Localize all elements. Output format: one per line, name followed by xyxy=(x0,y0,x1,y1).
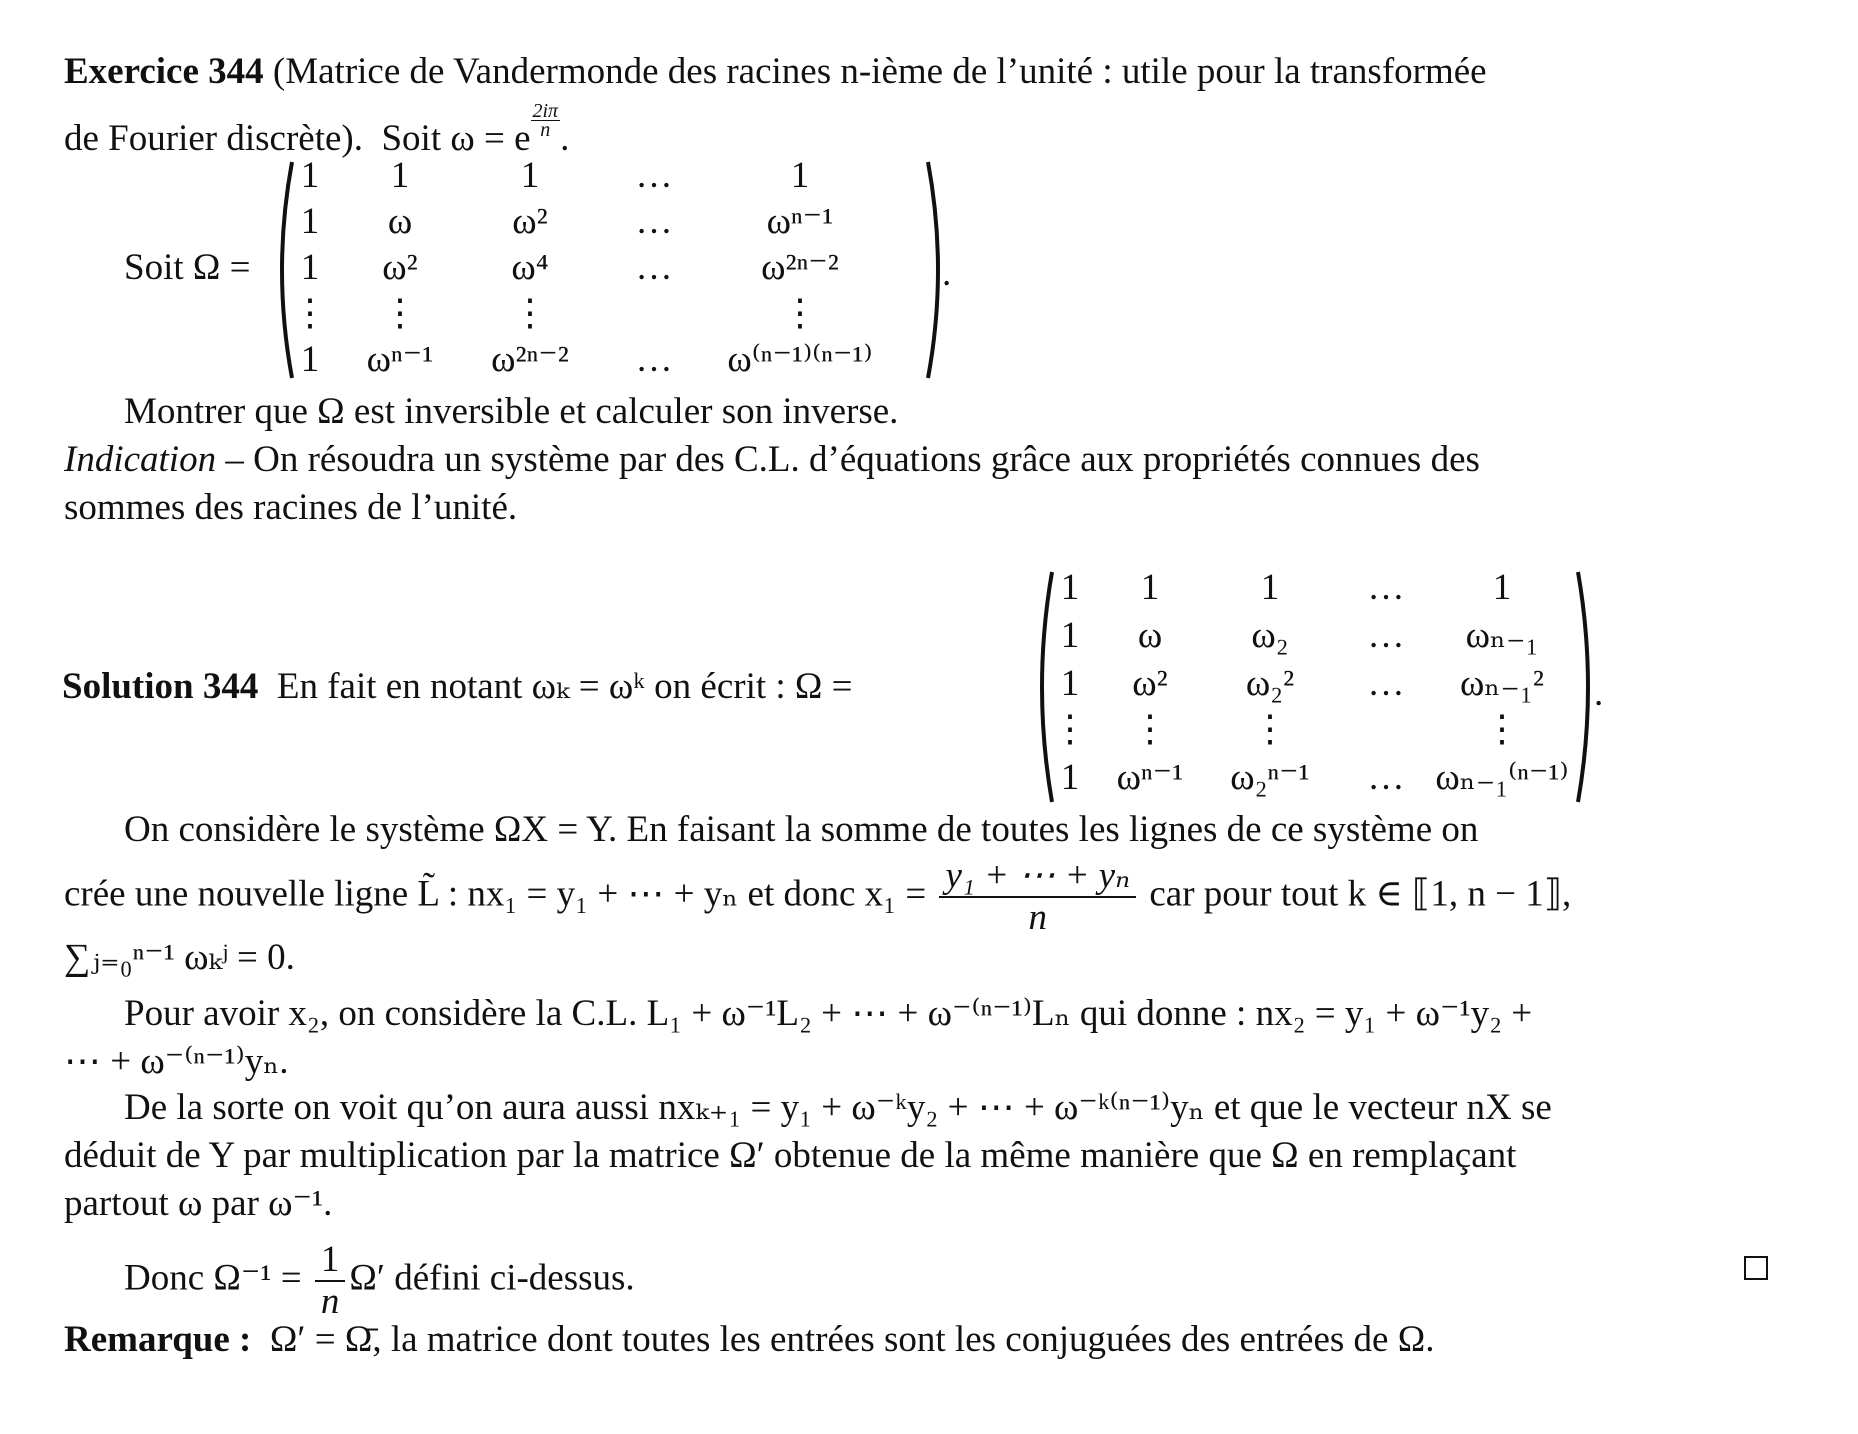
solution-matrix-cell-r5-c2: ωⁿ⁻¹ xyxy=(1116,757,1184,798)
matrix-cell-r4-c3: ⋮ xyxy=(511,293,549,334)
hint-text: – On résoudra un système par des C.L. d’équations grâce aux propriétés connues des xyxy=(225,439,1480,480)
matrix-cell-r5-c3: ω²ⁿ⁻² xyxy=(491,339,569,380)
solution-matrix-cell-r3-c3: ω₂² xyxy=(1245,663,1295,704)
matrix-cell-r3-c5: ω²ⁿ⁻² xyxy=(761,247,839,288)
matrix-cell-r1-c2: 1 xyxy=(390,155,410,196)
solution-matrix-period: . xyxy=(1594,673,1604,714)
hint-line2: sommes des racines de l’unité. xyxy=(64,487,518,528)
matrix-cell-r1-c3: 1 xyxy=(520,155,540,196)
fraction-numerator: 1 xyxy=(315,1240,346,1282)
p3-line3: partout ω par ω⁻¹. xyxy=(64,1183,333,1224)
omega-definition: Soit ω = e xyxy=(381,118,531,159)
solution-matrix-cell-r3-c4: … xyxy=(1367,663,1405,704)
x1-fraction-numerator: y₁ + ⋯ + yₙ xyxy=(939,856,1136,898)
matrix-cell-r3-c3: ω⁴ xyxy=(511,247,549,288)
qed-square-icon xyxy=(1744,1256,1768,1280)
vandermonde-matrix xyxy=(270,150,950,390)
solution-matrix-cell-r1-c5: 1 xyxy=(1492,567,1512,608)
matrix-label: Soit Ω = xyxy=(124,247,251,288)
matrix-cell-r2-c4: … xyxy=(635,201,673,242)
x1-fraction-denominator: n xyxy=(1028,897,1048,938)
p1-text1: On considère le système ΩX = Y. En faisant la somme de toutes les lignes de ce système on xyxy=(124,809,1479,850)
matrix-cell-r2-c3: ω² xyxy=(512,201,548,242)
matrix-cell-r1-c5: 1 xyxy=(790,155,810,196)
solution-matrix-cell-r1-c1: 1 xyxy=(1060,567,1080,608)
exercise-label: Exercice 344 xyxy=(64,51,264,92)
exercise-title-line2: de Fourier discrète). Soit ω = e $\frac{2i\pi}{n}$ . xyxy=(64,100,570,159)
hint-line1 xyxy=(64,438,1776,482)
matrix-cell-r2-c2: ω xyxy=(387,201,413,242)
remark-text: Ω′ = Ω̄, la matrice dont toutes les entrées sont les conjuguées des entrées de Ω. xyxy=(269,1319,1435,1360)
matrix-cell-r5-c4: … xyxy=(635,339,673,380)
p3-line2: déduit de Y par multiplication par la matrice Ω′ obtenue de la même manière que Ω en remplaçant xyxy=(64,1135,1517,1176)
solution-matrix-cell-r2-c5: ωₙ₋₁ xyxy=(1465,615,1539,656)
solution-matrix-cell-r3-c5: ωₙ₋₁² xyxy=(1460,663,1544,704)
matrix-cell-r5-c5: ω⁽ⁿ⁻¹⁾⁽ⁿ⁻¹⁾ xyxy=(727,339,873,380)
solution-matrix-cell-r5-c4: … xyxy=(1367,757,1405,798)
matrix-cell-r3-c2: ω² xyxy=(382,247,418,288)
exponent-fraction xyxy=(531,102,561,139)
solution-matrix-cell-r3-c2: ω² xyxy=(1132,663,1168,704)
one-over-n-fraction xyxy=(315,1240,346,1322)
solution-matrix-cell-r3-c1: 1 xyxy=(1060,663,1080,704)
exponent-denominator: n xyxy=(540,119,551,141)
solution-intro-text: En fait en notant ωₖ = ωᵏ on écrit : Ω = xyxy=(276,666,853,707)
matrix-cell-r3-c1: 1 xyxy=(300,247,320,288)
exercise-title: (Matrice de Vandermonde des racines n-ième de l’unité : utile pour la transformée xyxy=(272,51,1487,92)
matrix-cell-r4-c2: ⋮ xyxy=(381,293,419,334)
solution-matrix-cell-r5-c3: ω₂ⁿ⁻¹ xyxy=(1230,757,1310,798)
x1-fraction xyxy=(939,856,1136,938)
solution-matrix-cell-r4-c5: ⋮ xyxy=(1483,709,1521,750)
solution-matrix-cell-r1-c3: 1 xyxy=(1260,567,1280,608)
exponent-numerator: 2iπ xyxy=(532,100,559,122)
p2-line1: Pour avoir x₂, on considère la C.L. L₁ + ω⁻¹L₂ + ⋯ + ω⁻⁽ⁿ⁻¹⁾Lₙ qui donne : nx₂ = y₁ + ω⁻¹y₂ + xyxy=(124,993,1533,1034)
matrix-cell-r2-c1: 1 xyxy=(300,201,320,242)
matrix-cell-r4-c5: ⋮ xyxy=(781,293,819,334)
solution-label: Solution 344 xyxy=(62,666,259,707)
p4-line xyxy=(124,1240,635,1322)
p1-text2b: car pour tout k ∈ ⟦1, n − 1⟧, xyxy=(1149,873,1572,915)
exercise-question: Montrer que Ω est inversible et calculer son inverse. xyxy=(124,391,899,432)
solution-matrix-cell-r1-c2: 1 xyxy=(1140,567,1160,608)
exercise-title-line1 xyxy=(64,50,1776,94)
solution-matrix-cell-r4-c1: ⋮ xyxy=(1051,709,1089,750)
p1-line2 xyxy=(64,856,1571,938)
solution-matrix-cell-r2-c3: ω₂ xyxy=(1251,615,1289,656)
p2-line2: ⋯ + ω⁻⁽ⁿ⁻¹⁾yₙ. xyxy=(64,1041,289,1082)
matrix-cell-r4-c1: ⋮ xyxy=(291,293,329,334)
p1-line3: ∑ⱼ₌₀ⁿ⁻¹ ωₖʲ = 0. xyxy=(64,937,295,978)
solution-matrix-cell-r2-c2: ω xyxy=(1137,615,1163,656)
solution-matrix xyxy=(1030,562,1600,812)
p1-text2a: crée une nouvelle ligne L̃ : nx₁ = y₁ + ⋯ + yₙ et donc x₁ = xyxy=(64,873,927,915)
solution-matrix-cell-r5-c1: 1 xyxy=(1060,757,1080,798)
matrix-cell-r5-c2: ωⁿ⁻¹ xyxy=(366,339,434,380)
matrix-cell-r1-c4: … xyxy=(635,155,673,196)
hint-label: Indication xyxy=(64,439,217,480)
p4-text-a: Donc Ω⁻¹ = xyxy=(124,1257,302,1299)
solution-matrix-cell-r4-c3: ⋮ xyxy=(1251,709,1289,750)
solution-matrix-cell-r2-c4: … xyxy=(1367,615,1405,656)
p4-text-b: Ω′ défini ci-dessus. xyxy=(349,1257,635,1299)
matrix-cell-r5-c1: 1 xyxy=(300,339,320,380)
matrix-cell-r2-c5: ωⁿ⁻¹ xyxy=(766,201,834,242)
p3-line1: De la sorte on voit qu’on aura aussi nxₖ₊₁ = y₁ + ω⁻ᵏy₂ + ⋯ + ω⁻ᵏ⁽ⁿ⁻¹⁾yₙ et que le vecteur nX se xyxy=(124,1087,1552,1128)
matrix-cell-r3-c4: … xyxy=(635,247,673,288)
exercise-title-cont: de Fourier discrète). xyxy=(64,118,363,159)
remark-line xyxy=(64,1318,1434,1362)
solution-intro xyxy=(62,665,853,709)
solution-matrix-cell-r4-c2: ⋮ xyxy=(1131,709,1169,750)
solution-matrix-cell-r2-c1: 1 xyxy=(1060,615,1080,656)
fraction-denominator: n xyxy=(320,1281,340,1322)
solution-matrix-cell-r1-c4: … xyxy=(1367,567,1405,608)
matrix-cell-r1-c1: 1 xyxy=(300,155,320,196)
solution-matrix-cell-r5-c5: ωₙ₋₁⁽ⁿ⁻¹⁾ xyxy=(1435,757,1569,798)
matrix-period: . xyxy=(942,253,952,294)
remark-label: Remarque : xyxy=(64,1319,252,1360)
p1-line1 xyxy=(124,808,1776,852)
